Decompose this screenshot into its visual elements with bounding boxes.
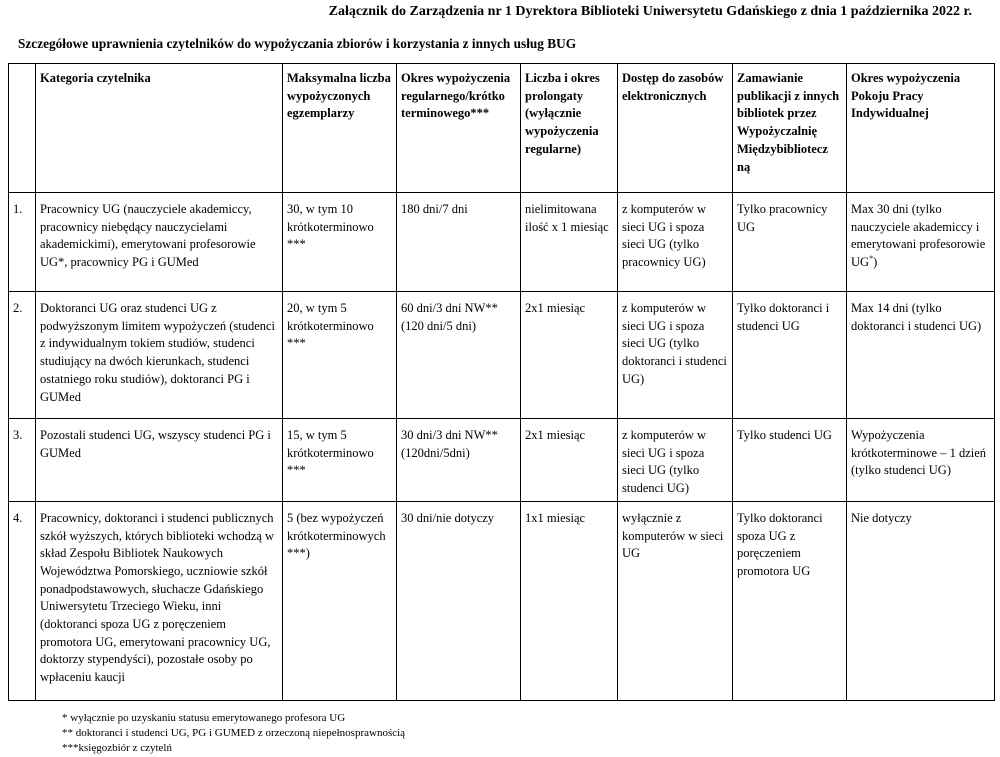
cell-loan-period: 30 dni/3 dni NW** (120dni/5dni) — [397, 419, 521, 502]
cell-study-room-text: Max 30 dni (tylko nauczyciele akademiccy i emerytowani profesorowie UG — [851, 202, 986, 270]
cell-study-room — [847, 193, 995, 292]
footnote-marker: * — [869, 253, 874, 263]
cell-e-access: wyłącznie z komputerów w sieci UG — [618, 501, 733, 700]
cell-max-items: 30, w tym 10 krótkoterminowo *** — [283, 193, 397, 292]
permissions-table — [8, 63, 995, 701]
col-header-number — [9, 64, 36, 193]
row-number: 4. — [9, 501, 36, 700]
col-header-renewals: Liczba i okres prolongaty (wyłącznie wypożyczenia regularne) — [521, 64, 618, 193]
cell-e-access: z komputerów w sieci UG i spoza sieci UG (tylko pracownicy UG) — [618, 193, 733, 292]
table-header-row — [9, 64, 995, 193]
col-header-category: Kategoria czytelnika — [36, 64, 283, 193]
cell-e-access: z komputerów w sieci UG i spoza sieci UG (tylko doktoranci i studenci UG) — [618, 292, 733, 419]
cell-e-access: z komputerów w sieci UG i spoza sieci UG (tylko studenci UG) — [618, 419, 733, 502]
cell-interlibrary-loan: Tylko doktoranci i studenci UG — [733, 292, 847, 419]
cell-category: Pozostali studenci UG, wszyscy studenci PG i GUMed — [36, 419, 283, 502]
cell-category: Doktoranci UG oraz studenci UG z podwyższonym limitem wypożyczeń (studenci z indywidualnym tokiem studiów, studenci studiujący na dwóch kierunkach, studenci ostatniego roku studiów), doktoranci PG i GUMed — [36, 292, 283, 419]
table-row — [9, 501, 995, 700]
col-header-study-room: Okres wypożyczenia Pokoju Pracy Indywidualnej — [847, 64, 995, 193]
col-header-e-access: Dostęp do zasobów elektronicznych — [618, 64, 733, 193]
footnote: * wyłącznie po uzyskaniu statusu emerytowanego profesora UG — [62, 712, 346, 724]
cell-study-room: Wypożyczenia krótkoterminowe – 1 dzień (tylko studenci UG) — [847, 419, 995, 502]
footnote: ** doktoranci i studenci UG, PG i GUMED z orzeczoną niepełnosprawnością — [62, 727, 406, 739]
document-title: Załącznik do Zarządzenia nr 1 Dyrektora Biblioteki Uniwersytetu Gdańskiego z dnia 1 października 2022 r. — [328, 4, 972, 19]
footnotes — [62, 711, 405, 756]
cell-max-items: 15, w tym 5 krótkoterminowo *** — [283, 419, 397, 502]
footnote: ***księgozbiór z czytelń — [62, 742, 172, 754]
col-header-max-items: Maksymalna liczba wypożyczonych egzemplarzy — [283, 64, 397, 193]
table-subtitle: Szczegółowe uprawnienia czytelników do wypożyczania zbiorów i korzystania z innych usług BUG — [18, 36, 577, 51]
row-number: 1. — [9, 193, 36, 292]
cell-loan-period: 30 dni/nie dotyczy — [397, 501, 521, 700]
table-row — [9, 419, 995, 502]
cell-study-room-tail: ) — [873, 255, 878, 270]
col-header-loan-period: Okres wypożyczenia regularnego/krótko terminowego*** — [397, 64, 521, 193]
cell-interlibrary-loan: Tylko doktoranci spoza UG z poręczeniem promotora UG — [733, 501, 847, 700]
table-row — [9, 193, 995, 292]
cell-category: Pracownicy, doktoranci i studenci publicznych szkół wyższych, których biblioteki wchodzą w skład Zespołu Bibliotek Naukowych Województwa Pomorskiego, uczniowie szkół ponadpodstawowych, słuchacze Gdańskiego Uniwersytetu Trzeciego Wieku, inni (doktoranci spoza UG z poręczeniem promotora UG, emerytowani pracownicy UG, doktorzy stypendyści), pozostałe osoby po wpłaceniu kaucji — [36, 501, 283, 700]
cell-interlibrary-loan: Tylko studenci UG — [733, 419, 847, 502]
cell-renewals: 2x1 miesiąc — [521, 292, 618, 419]
cell-study-room: Max 14 dni (tylko doktoranci i studenci UG) — [847, 292, 995, 419]
cell-loan-period: 180 dni/7 dni — [397, 193, 521, 292]
cell-renewals: 2x1 miesiąc — [521, 419, 618, 502]
col-header-interlibrary-loan: Zamawianie publikacji z innych bibliotek przez Wypożyczalnię Międzybibliotecz ną — [733, 64, 847, 193]
table-row — [9, 292, 995, 419]
cell-max-items: 5 (bez wypożyczeń krótkoterminowych ***) — [283, 501, 397, 700]
cell-renewals: 1x1 miesiąc — [521, 501, 618, 700]
cell-loan-period: 60 dni/3 dni NW**(120 dni/5 dni) — [397, 292, 521, 419]
row-number: 3. — [9, 419, 36, 502]
cell-max-items: 20, w tym 5 krótkoterminowo *** — [283, 292, 397, 419]
cell-renewals: nielimitowana ilość x 1 miesiąc — [521, 193, 618, 292]
cell-category: Pracownicy UG (nauczyciele akademiccy, pracownicy niebędący nauczycielami akademickimi), emerytowani profesorowie UG*, pracownicy PG i GUMed — [36, 193, 283, 292]
cell-interlibrary-loan: Tylko pracownicy UG — [733, 193, 847, 292]
cell-study-room: Nie dotyczy — [847, 501, 995, 700]
row-number: 2. — [9, 292, 36, 419]
